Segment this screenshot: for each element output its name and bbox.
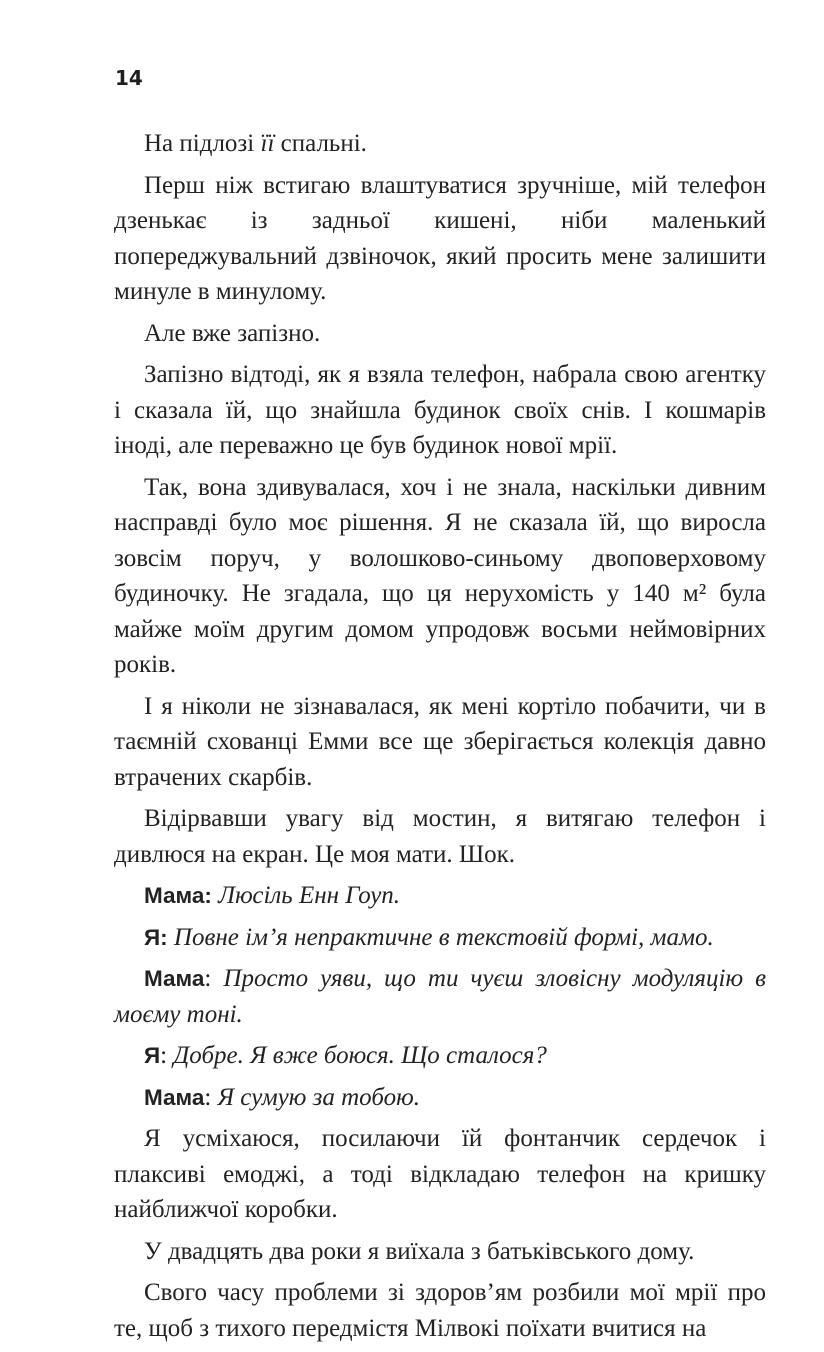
paragraph bbox=[114, 1121, 766, 1228]
chat-message: Я сумую за тобою. bbox=[217, 1083, 420, 1111]
paragraph bbox=[114, 801, 766, 872]
chat-line bbox=[114, 1080, 766, 1116]
paragraph-text: На підлозі bbox=[144, 130, 261, 157]
paragraph bbox=[114, 1234, 766, 1270]
chat-message: Повне ім’я непрактичне в текстовій формі, мамо. bbox=[173, 923, 714, 951]
paragraph-text: Свого часу проблеми зі здоров’ям розбили мої мрії про те, щоб з тихого передмістя Мілвокі поїхати вчитися на bbox=[114, 1279, 766, 1342]
body-text bbox=[114, 126, 766, 1352]
paragraph-text: спальні. bbox=[274, 130, 367, 157]
emphasis-text: її bbox=[260, 130, 275, 157]
chat-speaker: Я bbox=[144, 1043, 161, 1068]
paragraph bbox=[114, 168, 766, 310]
chat-speaker: Мама: bbox=[144, 883, 212, 908]
chat-line bbox=[114, 961, 766, 1032]
paragraph-text: Відірвавши увагу від мостин, я витягаю телефон і дивлюся на екран. Це моя мати. Шок. bbox=[114, 805, 766, 868]
paragraph bbox=[114, 689, 766, 796]
chat-line bbox=[114, 920, 766, 956]
paragraph-text: Перш ніж встигаю влаштуватися зручніше, мій телефон дзенькає із задньої кишені, ніби маленький попереджувальний дзвіночок, який просить мене залишити минуле в минулому. bbox=[114, 171, 766, 305]
chat-separator: : bbox=[160, 1042, 174, 1069]
paragraph bbox=[114, 126, 766, 162]
paragraph bbox=[114, 357, 766, 464]
paragraph-text: У двадцять два роки я виїхала з батьківського дому. bbox=[144, 1237, 695, 1265]
paragraph-text: Запізно відтоді, як я взяла телефон, набрала свою агентку і сказала їй, що знайшла будинок своїх снів. І кошмарів іноді, але переважно це був будинок нової мрії. bbox=[114, 361, 766, 459]
paragraph-text: Я усміхаюся, посилаючи їй фонтанчик сердечок і плаксиві емоджі, а тоді відкладаю телефон на кришку найближчої коробки. bbox=[114, 1125, 766, 1223]
chat-message: Люсіль Енн Гоуп. bbox=[218, 882, 401, 909]
page-number: 14 bbox=[115, 66, 143, 90]
paragraph bbox=[114, 316, 766, 352]
paragraph-text: Але вже запізно. bbox=[144, 319, 321, 347]
chat-message: Добре. Я вже боюся. Що сталося? bbox=[173, 1042, 547, 1069]
chat-message: Просто уяви, що ти чуєш зловісну модуляцію в моєму тоні. bbox=[114, 965, 766, 1028]
paragraph bbox=[114, 1275, 766, 1346]
chat-speaker: Я: bbox=[144, 924, 168, 950]
chat-speaker: Мама bbox=[144, 1084, 205, 1110]
chat-separator: : bbox=[204, 965, 224, 992]
chat-separator: : bbox=[204, 1083, 218, 1111]
chat-speaker: Мама bbox=[144, 966, 205, 991]
chat-line bbox=[114, 878, 766, 914]
chat-line bbox=[114, 1038, 766, 1074]
paragraph-text: Так, вона здивувалася, хоч і не знала, наскільки дивним насправді було моє рішення. Я не сказала їй, що виросла зовсім поруч, у волошково-синьому двоповерховому будиночку. Не згадала, що ця нерухомість у 140 м² була майже моїм другим домом упродовж восьми неймовірних років. bbox=[114, 473, 766, 678]
paragraph bbox=[114, 470, 766, 683]
paragraph-text: І я ніколи не зізнавалася, як мені кортіло побачити, чи в таємній схованці Емми все ще зберігається колекція давно втрачених скарбів. bbox=[114, 692, 766, 791]
